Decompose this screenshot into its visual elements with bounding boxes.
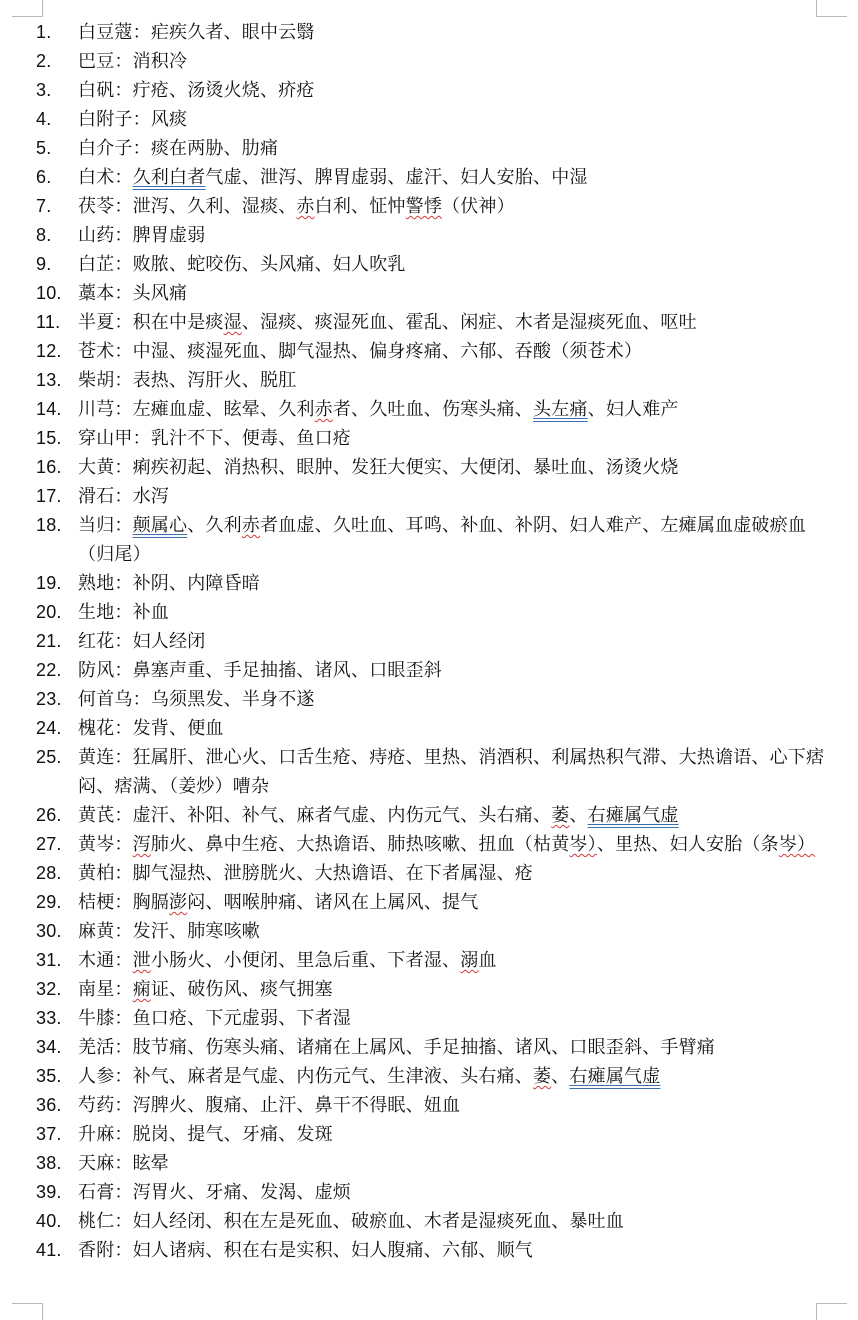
herb-name: 巴豆	[78, 51, 115, 72]
list-number: 38.	[36, 1153, 62, 1173]
herb-name: 香附	[78, 1240, 115, 1261]
list-number: 22.	[36, 660, 62, 680]
herb-uses-text: 发汗、肺寒咳嗽	[132, 921, 261, 942]
herb-separator: ：	[114, 660, 133, 681]
herb-name: 黄芪	[78, 805, 115, 826]
list-number: 2.	[36, 51, 52, 71]
herb-list	[36, 18, 826, 1265]
herb-separator: ：	[114, 399, 133, 420]
proofing-marked-text: 头左痛	[533, 399, 588, 420]
herb-uses-text: 痰在两胁、肋痛	[150, 138, 279, 159]
herb-name: 苍术	[78, 341, 115, 362]
herb-uses-text: 气虚、泄泻、脾胃虚弱、虚汗、妇人安胎、中湿	[205, 167, 588, 188]
proofing-marked-text: 右瘫属气虚	[587, 805, 679, 826]
herb-name: 牛膝	[78, 1008, 115, 1029]
herb-uses-text: 小肠火、小便闭、里急后重、下者湿、	[150, 950, 461, 971]
herb-name: 木通	[78, 950, 115, 971]
herb-separator: ：	[132, 428, 151, 449]
herb-list-item	[36, 1033, 826, 1062]
herb-uses-text: 脾胃虚弱	[132, 225, 206, 246]
list-number: 5.	[36, 138, 52, 158]
herb-uses-text: 泻脾火、腹痛、止汗、鼻干不得眠、妞血	[132, 1095, 461, 1116]
herb-separator: ：	[114, 805, 133, 826]
herb-uses-text: 泻胃火、牙痛、发渴、虚烦	[132, 1182, 352, 1203]
herb-name: 何首乌	[78, 689, 133, 710]
herb-list-item	[36, 888, 826, 917]
list-number: 3.	[36, 80, 52, 100]
herb-separator: ：	[114, 950, 133, 971]
herb-name: 桔梗	[78, 892, 115, 913]
herb-uses-text: 发背、便血	[132, 718, 224, 739]
herb-separator: ：	[132, 689, 151, 710]
herb-uses-text: 鼻塞声重、手足抽搐、诸风、口眼歪斜	[132, 660, 443, 681]
herb-list-item	[36, 975, 826, 1004]
herb-separator: ：	[114, 51, 133, 72]
herb-separator: ：	[114, 863, 133, 884]
herb-uses-text: 疟疾久者、眼中云翳	[150, 22, 315, 43]
herb-list-item	[36, 830, 826, 859]
herb-name: 半夏	[78, 312, 115, 333]
herb-uses-text: 补气、麻者是气虚、内伤元气、生津液、头右痛、	[132, 1066, 534, 1087]
herb-uses-text: 鱼口疮、下元虚弱、下者湿	[132, 1008, 352, 1029]
herb-list-item	[36, 47, 826, 76]
herb-list-item	[36, 656, 826, 685]
list-number: 25.	[36, 747, 62, 767]
herb-uses-text: 痢疾初起、消热积、眼肿、发狂大便实、大便闭、暴吐血、汤烫火烧	[132, 457, 679, 478]
proofing-marked-text: 痫	[132, 979, 151, 1000]
list-number: 6.	[36, 167, 52, 187]
herb-list-item	[36, 714, 826, 743]
herb-uses-text: （伏神）	[442, 196, 515, 217]
herb-uses-text: 者血虚、久吐血、耳鸣、补血、补阴、妇人难产、左瘫属血虚破瘀血（归尾）	[78, 515, 807, 565]
list-number: 17.	[36, 486, 62, 506]
herb-separator: ：	[114, 1240, 133, 1261]
herb-list-item	[36, 1149, 826, 1178]
list-number: 11.	[36, 312, 61, 332]
herb-separator: ：	[114, 1124, 133, 1145]
herb-list-item	[36, 685, 826, 714]
herb-separator: ：	[114, 1182, 133, 1203]
herb-name: 川芎	[78, 399, 115, 420]
herb-separator: ：	[114, 80, 133, 101]
herb-name: 石膏	[78, 1182, 115, 1203]
list-number: 7.	[36, 196, 52, 216]
herb-name: 白矾	[78, 80, 115, 101]
herb-separator: ：	[114, 312, 133, 333]
list-number: 19.	[36, 573, 62, 593]
proofing-marked-text: 湿	[223, 312, 242, 333]
herb-name: 防风	[78, 660, 115, 681]
herb-separator: ：	[114, 1153, 133, 1174]
herb-list-item	[36, 453, 826, 482]
list-number: 21.	[36, 631, 62, 651]
herb-separator: ：	[114, 1066, 133, 1087]
herb-name: 黄柏	[78, 863, 115, 884]
herb-uses-text: 眩晕	[132, 1153, 170, 1174]
herb-name: 穿山甲	[78, 428, 133, 449]
herb-uses-text: 风痰	[150, 109, 188, 130]
herb-list-item	[36, 743, 826, 801]
herb-uses-text: 肢节痛、伤寒头痛、诸痛在上属风、手足抽搐、诸风、口眼歪斜、手臂痛	[132, 1037, 716, 1058]
list-number: 31.	[36, 950, 62, 970]
list-number: 15.	[36, 428, 62, 448]
herb-uses-text: 妇人经闭、积在左是死血、破瘀血、木者是湿痰死血、暴吐血	[132, 1211, 625, 1232]
proofing-marked-text: 颠属心	[132, 515, 188, 536]
list-number: 29.	[36, 892, 62, 912]
page-corner-mark-bottom-left	[12, 1303, 43, 1320]
page-corner-mark-top-right	[816, 0, 847, 17]
page-corner-mark-bottom-right	[816, 1303, 847, 1320]
herb-name: 白芷	[78, 254, 115, 275]
herb-uses-text: 肺火、鼻中生疮、大热谵语、肺热咳嗽、扭血（枯黄	[150, 834, 570, 855]
herb-list-item	[36, 569, 826, 598]
list-number: 23.	[36, 689, 62, 709]
list-number: 8.	[36, 225, 52, 245]
herb-uses-text: 闷、咽喉肿痛、诸风在上属风、提气	[187, 892, 479, 913]
herb-uses-text: 补血	[132, 602, 170, 623]
proofing-marked-text: 溺	[460, 950, 479, 971]
herb-uses-text: 补阴、内障昏暗	[132, 573, 261, 594]
herb-list-item	[36, 163, 826, 192]
list-number: 35.	[36, 1066, 62, 1086]
herb-uses-text: 左瘫血虚、眩晕、久利	[132, 399, 315, 420]
proofing-marked-text: 赤	[241, 515, 261, 536]
list-number: 40.	[36, 1211, 62, 1231]
proofing-marked-text: 右瘫属气虚	[569, 1066, 661, 1087]
proofing-marked-text: 赤	[314, 399, 333, 420]
herb-separator: ：	[114, 747, 133, 768]
proofing-marked-text: 萎	[551, 805, 570, 826]
herb-separator: ：	[114, 167, 133, 188]
herb-list-item	[36, 424, 826, 453]
herb-name: 藁本	[78, 283, 115, 304]
herb-separator: ：	[114, 1037, 133, 1058]
herb-separator: ：	[114, 515, 133, 536]
herb-uses-text: 虚汗、补阳、补气、麻者气虚、内伤元气、头右痛、	[132, 805, 552, 826]
list-number: 9.	[36, 254, 52, 274]
herb-uses-text: 中湿、痰湿死血、脚气湿热、偏身疼痛、六郁、吞酸（须苍术）	[132, 341, 643, 362]
herb-separator: ：	[132, 109, 151, 130]
herb-name: 滑石	[78, 486, 115, 507]
herb-separator: ：	[114, 1211, 133, 1232]
herb-uses-text: 脚气湿热、泄膀胱火、大热谵语、在下者属湿、疮	[132, 863, 534, 884]
list-number: 32.	[36, 979, 62, 999]
herb-list-item	[36, 946, 826, 975]
herb-separator: ：	[114, 921, 133, 942]
herb-list-item	[36, 395, 826, 424]
herb-name: 大黄	[78, 457, 115, 478]
herb-list-item	[36, 859, 826, 888]
herb-separator: ：	[114, 718, 133, 739]
herb-name: 天麻	[78, 1153, 115, 1174]
herb-list-item	[36, 366, 826, 395]
herb-separator: ：	[114, 834, 133, 855]
herb-name: 南星	[78, 979, 115, 1000]
herb-uses-text: 证、破伤风、痰气拥塞	[150, 979, 333, 1000]
herb-uses-text: 妇人经闭	[132, 631, 206, 652]
herb-separator: ：	[114, 979, 133, 1000]
herb-list-item	[36, 250, 826, 279]
herb-uses-text: 消积冷	[132, 51, 188, 72]
herb-list-item	[36, 192, 826, 221]
list-number: 41.	[36, 1240, 62, 1260]
herb-separator: ：	[114, 283, 133, 304]
herb-uses-text: 、里热、妇人安胎（条	[596, 834, 779, 855]
list-number: 18.	[36, 515, 62, 535]
herb-separator: ：	[114, 196, 133, 217]
herb-uses-text: 妇人诸病、积在右是实积、妇人腹痛、六郁、顺气	[132, 1240, 534, 1261]
herb-name: 黄岑	[78, 834, 115, 855]
herb-separator: ：	[114, 457, 133, 478]
herb-separator: ：	[114, 892, 133, 913]
herb-list-item	[36, 279, 826, 308]
herb-list-item	[36, 1004, 826, 1033]
list-number: 4.	[36, 109, 52, 129]
herb-name: 麻黄	[78, 921, 115, 942]
herb-separator: ：	[114, 341, 133, 362]
herb-uses-text: 、妇人难产	[587, 399, 679, 420]
list-number: 27.	[36, 834, 62, 854]
herb-uses-text: 胸膈	[132, 892, 170, 913]
herb-uses-text: 者、久吐血、伤寒头痛、	[332, 399, 534, 420]
herb-uses-text: 败脓、蛇咬伤、头风痛、妇人吹乳	[132, 254, 406, 275]
herb-name: 黄连	[78, 747, 115, 768]
herb-uses-text: 、湿痰、痰湿死血、霍乱、闲症、木者是湿痰死血、呕吐	[241, 312, 697, 333]
list-number: 13.	[36, 370, 62, 390]
herb-uses-text: 乳汁不下、便毒、鱼口疮	[150, 428, 352, 449]
herb-separator: ：	[132, 138, 151, 159]
herb-uses-text: 疔疮、汤烫火烧、疥疮	[132, 80, 315, 101]
herb-list-item	[36, 917, 826, 946]
herb-uses-text: 表热、泻肝火、脱肛	[132, 370, 297, 391]
herb-list-item	[36, 308, 826, 337]
list-number: 14.	[36, 399, 62, 419]
herb-name: 升麻	[78, 1124, 115, 1145]
herb-name: 红花	[78, 631, 115, 652]
herb-name: 槐花	[78, 718, 115, 739]
herb-list-item	[36, 1120, 826, 1149]
herb-list-item	[36, 627, 826, 656]
herb-name: 白介子	[78, 138, 133, 159]
herb-separator: ：	[114, 486, 133, 507]
herb-name: 羌活	[78, 1037, 115, 1058]
list-number: 10.	[36, 283, 62, 303]
herb-name: 生地	[78, 602, 115, 623]
herb-list-item	[36, 801, 826, 830]
herb-list-item	[36, 18, 826, 47]
herb-list-item	[36, 1207, 826, 1236]
herb-name: 茯苓	[78, 196, 115, 217]
list-number: 28.	[36, 863, 62, 883]
herb-uses-text: 白利、怔忡	[314, 196, 406, 217]
list-number: 1.	[36, 22, 52, 42]
proofing-marked-text: 澎	[169, 892, 188, 913]
herb-separator: ：	[114, 631, 133, 652]
herb-uses-text: 狂属肝、泄心火、口舌生疮、痔疮、里热、消酒积、利属热积气滞、大热谵语、心下痞闷、痞满、（姜炒）嘈杂	[78, 747, 825, 797]
list-number: 24.	[36, 718, 62, 738]
list-number: 12.	[36, 341, 62, 361]
herb-separator: ：	[132, 22, 151, 43]
herb-uses-text: 头风痛	[132, 283, 188, 304]
list-number: 20.	[36, 602, 62, 622]
herb-uses-text: 脱岗、提气、牙痛、发斑	[132, 1124, 333, 1145]
herb-list-item	[36, 1236, 826, 1265]
herb-name: 桃仁	[78, 1211, 115, 1232]
herb-name: 芍药	[78, 1095, 115, 1116]
herb-list-item	[36, 134, 826, 163]
list-number: 39.	[36, 1182, 62, 1202]
herb-list-item	[36, 1091, 826, 1120]
herb-separator: ：	[114, 573, 133, 594]
list-number: 36.	[36, 1095, 62, 1115]
herb-uses-text: 水泻	[132, 486, 170, 507]
herb-list-item	[36, 76, 826, 105]
herb-separator: ：	[114, 1008, 133, 1029]
list-number: 30.	[36, 921, 62, 941]
herb-name: 当归	[78, 515, 115, 536]
herb-uses-text: 积在中是痰	[132, 312, 224, 333]
herb-name: 柴胡	[78, 370, 115, 391]
proofing-marked-text: 岑）	[778, 834, 816, 855]
herb-name: 白附子	[78, 109, 133, 130]
list-number: 34.	[36, 1037, 62, 1057]
proofing-marked-text: 赤	[296, 196, 315, 217]
herb-separator: ：	[114, 602, 133, 623]
list-number: 37.	[36, 1124, 62, 1144]
herb-list-item	[36, 1178, 826, 1207]
proofing-marked-text: 泻	[132, 834, 151, 855]
list-number: 33.	[36, 1008, 62, 1028]
page-corner-mark-top-left	[12, 0, 43, 17]
proofing-marked-text: 久利白者	[132, 167, 206, 188]
herb-name: 熟地	[78, 573, 115, 594]
proofing-marked-text: 泄	[132, 950, 151, 971]
list-number: 16.	[36, 457, 62, 477]
herb-uses-text: 、	[551, 1066, 570, 1087]
herb-list-item	[36, 482, 826, 511]
herb-separator: ：	[114, 370, 133, 391]
herb-name: 山药	[78, 225, 115, 246]
proofing-marked-text: 警悸	[405, 196, 443, 217]
herb-name: 白豆蔻	[78, 22, 133, 43]
herb-uses-text: 血	[478, 950, 497, 971]
herb-uses-text: 、久利	[187, 515, 242, 536]
herb-list-item	[36, 221, 826, 250]
herb-separator: ：	[114, 225, 133, 246]
herb-name: 人参	[78, 1066, 115, 1087]
list-number: 26.	[36, 805, 62, 825]
herb-separator: ：	[114, 254, 133, 275]
herb-list-item	[36, 105, 826, 134]
herb-list-item	[36, 598, 826, 627]
herb-separator: ：	[114, 1095, 133, 1116]
proofing-marked-text: 萎	[533, 1066, 552, 1087]
herb-list-item	[36, 511, 826, 569]
herb-list-item	[36, 337, 826, 366]
herb-uses-text: 乌须黑发、半身不遂	[150, 689, 315, 710]
herb-uses-text: 泄泻、久利、湿痰、	[132, 196, 297, 217]
herb-name: 白术	[78, 167, 115, 188]
herb-list-item	[36, 1062, 826, 1091]
herb-uses-text: 、	[569, 805, 588, 826]
proofing-marked-text: 岑）	[569, 834, 597, 855]
